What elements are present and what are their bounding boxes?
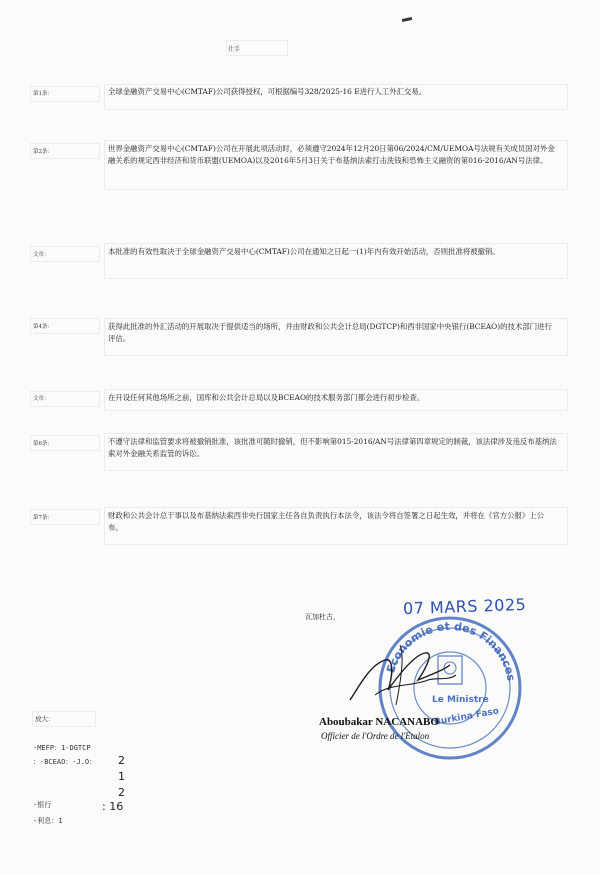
seal-inner-bottom: Burkina Faso — [433, 706, 500, 728]
distribution-line: -MEFP：1-DGTCP — [33, 744, 91, 752]
distribution-line: -利息：1 — [33, 817, 63, 825]
distribution-line: -银行 — [33, 801, 52, 809]
distribution-heading: 放大： — [35, 715, 55, 723]
article-2-label: 第2条： — [33, 149, 53, 155]
article-3-text: 本批准的有效性取决于全球金融资产交易中心(CMTAF)公司在通知之日起一(1)年内有效开始活动，否则批准将被撤销。 — [108, 247, 500, 256]
date-stamp: 07 MARS 2025 — [402, 594, 527, 619]
article-5-label: 文章： — [33, 396, 50, 402]
article-2-text: 世界金融资产交易中心(CMTAF)公司在开展此项活动时，必须遵守2024年12月20日第06/2024/CM/UEMOA号法规有关成员国对外金融关系的规定西非经济和货币联盟(UEMOA)以及2016年5月3日关于布基纳法索打击洗钱和恐怖主义融资的第016-2016/AN号法律。 — [108, 144, 555, 165]
handwritten-total: : 16 — [102, 800, 124, 813]
signer-title: Officier de l'Ordre de l'Etalon — [321, 731, 430, 741]
handwritten-count: 2 — [118, 754, 125, 767]
article-7-text: 财政和公共会计总干事以及布基纳法索西非央行国家主任各自负责执行本法令，该法令将自签署之日起生效，并将在《官方公报》上公布。 — [108, 511, 545, 532]
seal-inner-top: Le Ministre — [432, 695, 489, 705]
seal-outer-text: Economie et des Finances — [384, 619, 518, 683]
signer-name: Aboubakar NACANABO — [319, 716, 439, 728]
article-1-text: 全球金融资产交易中心(CMTAF)公司获得授权，可根据编号328/2025-16 E进行人工外汇交易。 — [108, 87, 427, 96]
distribution-line: ：-BCEAO：-J.O： — [33, 758, 97, 766]
article-4-text: 获得此批准的外汇活动的开展取决于提供适当的场所，并由财政和公共会计总局(DGTCP)和西非国家中央银行(BCEAO)的技术部门进行评估。 — [108, 322, 552, 343]
handwritten-count: 1 — [118, 770, 125, 783]
top-ink-mark — [402, 17, 412, 22]
article-3-label: 文章： — [33, 252, 50, 258]
handwritten-signature — [330, 625, 470, 725]
article-4-label: 第4条： — [33, 324, 53, 330]
header-mark: 仕手 — [228, 46, 241, 53]
signature-place: 瓦加杜古， — [305, 613, 340, 621]
article-6-label: 第6条： — [33, 441, 53, 447]
article-1-label: 第1条： — [33, 91, 53, 97]
article-5-text: 在开设任何其他场所之前，国库和公共会计总局以及BCEAO的技术服务部门都会进行初步检查。 — [108, 393, 425, 402]
article-7-label: 第7条： — [33, 515, 53, 521]
handwritten-count: 2 — [118, 786, 125, 799]
article-6-text: 不遵守法律和监管要求将被撤销批准，该批准可随时撤销，但不影响第015-2016/AN号法律第四章规定的制裁，该法律涉及违反布基纳法索对外金融关系监管的诉讼。 — [108, 437, 557, 458]
